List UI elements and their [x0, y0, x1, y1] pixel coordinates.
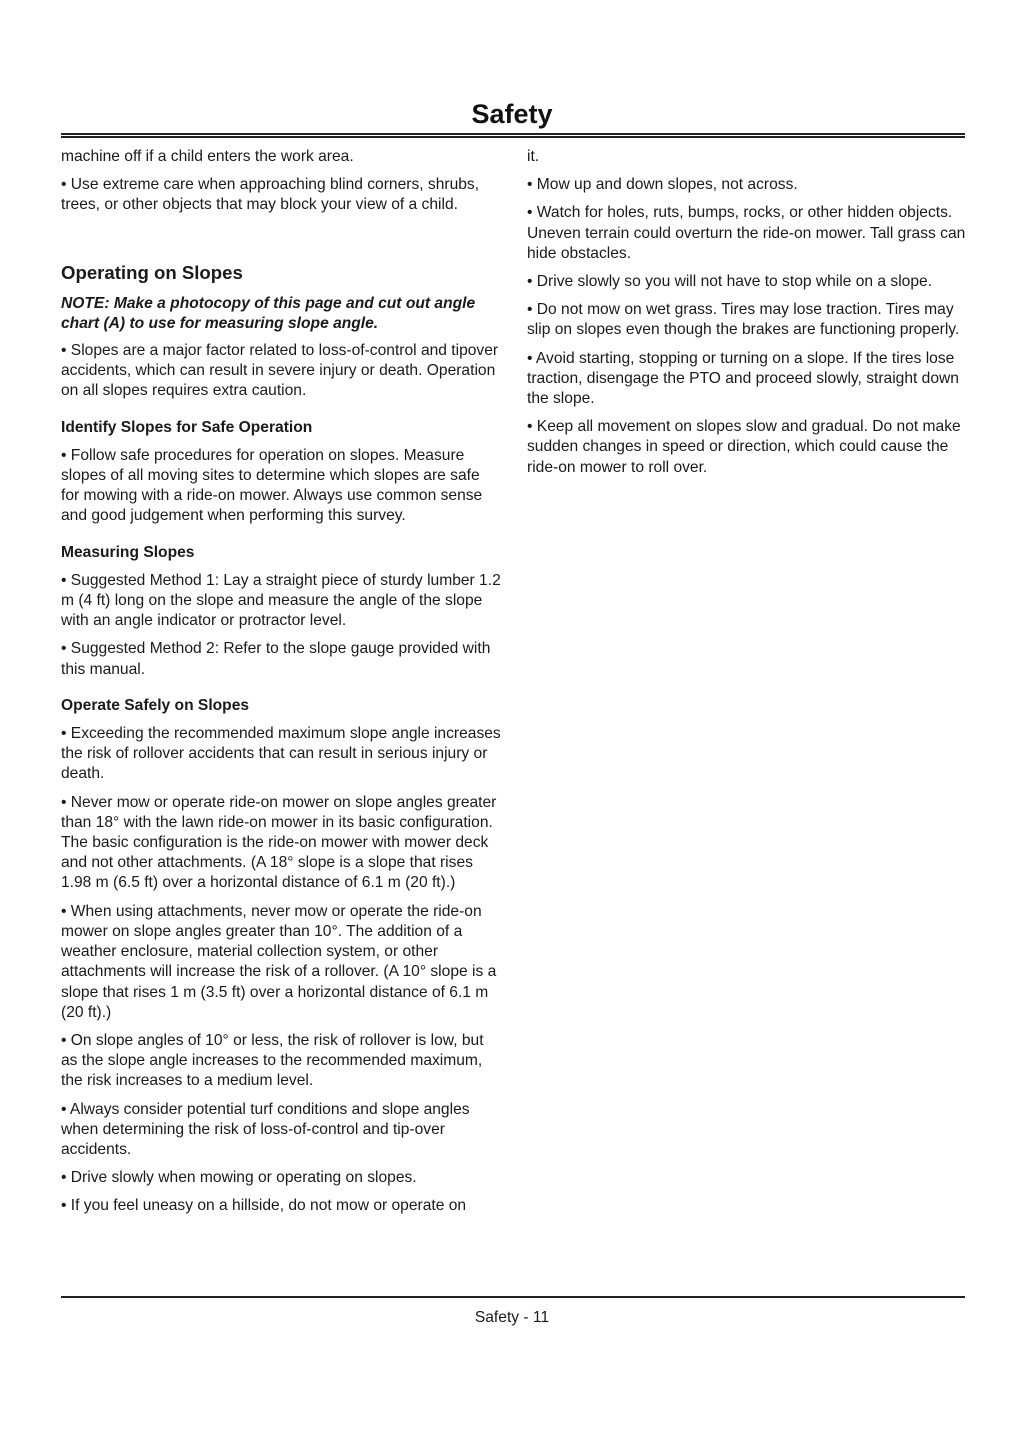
page-number: Safety - 11 — [474, 1309, 550, 1326]
bullet-item: • Suggested Method 1: Lay a straight piece of sturdy lumber 1.2 m (4 ft) long on the slope and measure the angle of the slope with an angle indicator or protractor level. — [61, 571, 501, 630]
bullet-item: • Keep all movement on slopes slow and gradual. Do not make sudden changes in speed or direction, which could cause the ride-on mower to roll over. — [527, 418, 961, 476]
section-heading: Operating on Slopes — [61, 261, 243, 283]
bullet-item: • Always consider potential turf conditions and slope angles when determining the risk of loss-of-control and tip-over accidents. — [61, 1100, 470, 1158]
bullet-item: • Slopes are a major factor related to loss-of-control and tipover accidents, which can result in severe injury or death. Operation on all slopes requires extra caution. — [61, 342, 499, 400]
bullet-item: • Never mow or operate ride-on mower on slope angles greater than 18° with the lawn ride-on mower in its basic configuration. The basic configuration is the ride-on mower with mower deck and not other attachments. (A 18° slope is a slope that rises 1.98 m (6.5 ft) over a horizontal distance of 6.1 m (20 ft).) — [61, 793, 497, 892]
bullet-item: • Follow safe procedures for operation on slopes. Measure slopes of all moving sites to determine which slopes are safe for mowing with a ride-on mower. Always use common sense and good judgement when performing this survey. — [61, 446, 483, 525]
bullet-item: • Use extreme care when approaching blind corners, shrubs, trees, or other objects that may block your view of a child. — [61, 176, 480, 214]
paragraph: machine off if a child enters the work area. — [61, 148, 354, 165]
bullet-item: • On slope angles of 10° or less, the risk of rollover is low, but as the slope angle increases to the recommended maximum, the risk increases to a medium level. — [61, 1031, 484, 1090]
bullet-item: • Avoid starting, stopping or turning on a slope. If the tires lose traction, disengage the PTO and proceed slowly, straight down the slope. — [527, 349, 959, 408]
note-text: NOTE: Make a photocopy of this page and cut out angle chart (A) to use for measuring slope angle. — [61, 294, 476, 332]
bullet-item: • Mow up and down slopes, not across. — [527, 176, 798, 194]
paragraph: it. — [527, 148, 540, 165]
bullet-item: • Exceeding the recommended maximum slope angle increases the risk of rollover accidents that can result in serious injury or death. — [61, 725, 501, 783]
bullet-item: • Drive slowly when mowing or operating on slopes. — [61, 1169, 417, 1187]
bullet-item: • If you feel uneasy on a hillside, do not mow or operate on — [61, 1197, 467, 1215]
right-column — [527, 147, 967, 486]
bullet-item: • When using attachments, never mow or operate the ride-on mower on slope angles greater than 10°. The addition of a weather enclosure, material collection system, or other attachments will increase the risk of a rollover. (A 10° slope is a slope that rises 1 m (3.5 ft) over a horizontal distance of 6.1 m (20 ft).) — [61, 902, 497, 1021]
bullet-item: • Do not mow on wet grass. Tires may lose traction. Tires may slip on slopes even though the brakes are functioning properly. — [527, 301, 960, 339]
bullet-item: • Drive slowly so you will not have to stop while on a slope. — [527, 273, 933, 291]
page-title: Safety — [471, 99, 553, 129]
bullet-item: • Suggested Method 2: Refer to the slope gauge provided with this manual. — [61, 640, 491, 678]
header-double-rule — [61, 133, 965, 138]
bullet-item: • Watch for holes, ruts, bumps, rocks, or other hidden objects. Uneven terrain could overturn the ride-on mower. Tall grass can hide obstacles. — [527, 204, 966, 262]
subsection-heading: Measuring Slopes — [61, 543, 195, 561]
subsection-heading: Identify Slopes for Safe Operation — [61, 418, 313, 436]
footer-rule — [61, 1296, 965, 1298]
subsection-heading: Operate Safely on Slopes — [61, 696, 250, 714]
left-column — [61, 147, 501, 1217]
